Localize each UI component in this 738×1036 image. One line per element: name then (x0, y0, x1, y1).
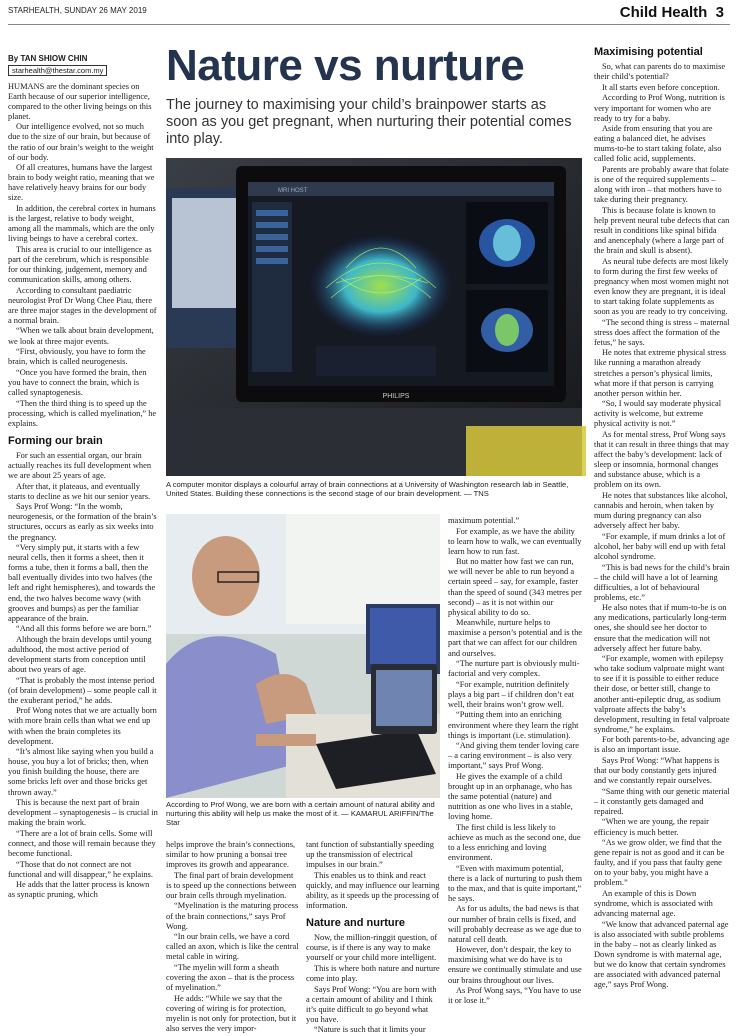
paragraph: “When we are young, the repair efficiency is much better. (594, 817, 709, 837)
paragraph: For both parents-to-be, advancing age is also an important issue. (594, 735, 730, 755)
paragraph: Of all creatures, humans have the largest brain to body weight ratio, meaning that we have relatively heavy brains for our body size. (8, 163, 155, 203)
subhead-nature: Nature and nurture (306, 917, 406, 930)
paragraph: This is where both nature and nurture come into play. (306, 963, 440, 984)
paragraph: tant function of substantially speeding up the transmission of electrical impulses in our brain.” (306, 840, 434, 870)
page-number: 3 (715, 4, 724, 21)
brain-monitor-image (166, 158, 582, 476)
paragraph: “So, I would say moderate physical activity is welcome, but extreme physical activity is not.” (594, 399, 722, 429)
standfirst: The journey to maximising your child’s brainpower starts as soon as you get pregnant, when nurturing their potential comes into play. (166, 97, 572, 148)
doctor-caption: According to Prof Wong, we are born with a certain amount of natural ability and nurturing this ability will help us make the most of it. — KAMARUL ARIFFIN/The Star (166, 800, 435, 828)
monitor-brand: PHILIPS (382, 393, 410, 400)
paragraph: “And giving them tender loving care – a caring environment – is also very important,” says Prof Wong. (448, 741, 580, 771)
paragraph: HUMANS are the dominant species on Earth because of our superior intelligence, compared to the other living beings on this planet. (8, 81, 152, 121)
column-1 (8, 54, 158, 1020)
paragraph: “We know that advanced paternal age is also associated with subtle problems in the baby – not as clearly linked as Down syndrome is with maternal age, but we do know that certain syndromes are associated with advanced paternal age,” says Prof Wong. (594, 919, 729, 990)
paragraph: Parents are probably aware that folate is one of the required supplements – along with iron – that mothers have to take during their pregnancy. (594, 164, 729, 205)
paragraph: This is because folate is known to help prevent neural tube defects that can result in conditions like spinal bifida and anencephaly (where a large part of the brain and skull is absent). (594, 205, 730, 256)
paragraph: “Once you have formed the brain, then you have to connect the brain, which is called synaptogenesis. (8, 367, 147, 397)
paragraph: After that, it plateaus, and eventually starts to decline as we hit our senior years. (8, 481, 151, 501)
paragraph: Meanwhile, nurture helps to maximise a person’s potential and is the part that we can affect for our children and ourselves. (448, 618, 582, 658)
section-title (620, 4, 724, 21)
paragraph: “This is bad news for the child’s brain – the child will have a lot of learning difficulties, a lot of behavioural problems, etc.” (594, 562, 730, 602)
section-name: Child Health (619, 4, 708, 21)
paragraph: “For example, women with epilepsy who take sodium valproate might want to see if it is possible to either reduce their dose, or better still, change to another anti-epileptic drug, as sodium valproate affects the baby’s development, resulting in fetal valproate syndrome,” he explains. (594, 654, 730, 734)
paragraph: Now, the million-ringgit question, of course, is if there is any way to make yourself or your child more intelligent. (306, 933, 438, 963)
paragraph: So, what can parents do to maximise their child’s potential? (594, 62, 726, 82)
paragraph: In addition, the cerebral cortex in humans is the largest, relative to body weight, among all the mammals, which are the only living beings to have a cerebral cortex. (8, 204, 156, 244)
paragraph: He gives the example of a child brought up in an orphanage, who has the same potential (nature) and nutrition as one who lives in a stable, loving home. (448, 771, 573, 822)
screen-label: MRI HOST (278, 188, 308, 194)
col2-body (166, 840, 300, 1034)
paragraph: “Then the third thing is to speed up the processing, which is called myelination,” he explains. (8, 398, 157, 428)
column-5 (594, 46, 730, 1020)
paragraph: Although the brain develops until young adulthood, the most active period of development starts from conception until about two years of age. (8, 634, 152, 675)
folio: STARHEALTH, SUNDAY 26 MAY 2019 (8, 6, 147, 15)
col1-body (8, 82, 158, 429)
paragraph: Aside from ensuring that you are eating a balanced diet, he advises mums-to-be to start taking folate, also called folic acid, supplements. (594, 124, 722, 164)
paragraph: “First, obviously, you have to form the brain, which is called neurogenesis. (8, 347, 146, 367)
paragraph: He adds: “While we say that the covering of wiring is for protection, myelin is not only for protection, but it also serves the very impor- (166, 993, 297, 1033)
paragraph: “Those that do not connect are not functional and will disappear,” he explains. (8, 859, 154, 879)
header-rule (8, 24, 730, 25)
col3b-body (306, 933, 440, 1035)
paragraph: It all starts even before conception. (602, 82, 720, 92)
paragraph: For example, as we have the ability to learn how to walk, we can eventually learn how to run fast. (448, 526, 582, 556)
paragraph: This area is crucial to our intelligence as part of the cerebrum, which is responsible for our thinking, judgement, memory and communication skills, among others. (8, 244, 152, 285)
paragraph: “Very simply put, it starts with a few neural cells, then it forms a sheet, then it forms a tube, then it forms a ball, then the ball eventually divides into two halves (the left and right hemispheres), and towards the end, the two halves become wavy (with grooves and bumps) as per the familiar appearance of the brain. (8, 543, 156, 623)
paragraph: helps improve the brain’s connections, similar to how pruning a bonsai tree improves its growth and appearance. (166, 840, 296, 870)
paragraph: “Same thing with our genetic material – it constantly gets damaged and repaired. (594, 786, 730, 816)
paragraph: As for mental stress, Prof Wong says that it can result in three things that may affect the baby’s development: lack of sleep or insomnia, hormonal changes and substance abuse, which is a problem on its own. (594, 430, 729, 490)
col3-body (306, 840, 440, 911)
paragraph: Our intelligence evolved, not so much due to the size of our brain, but because of the ratio of our brain’s weight to the weight of our body. (8, 122, 154, 162)
byline: By TAN SHIOW CHIN (8, 54, 88, 63)
author-email[interactable]: starhealth@thestar.com.my (8, 65, 107, 76)
col1b-body (8, 451, 158, 900)
paragraph: He notes that extreme physical stress like running a marathon already stretches a person’s physical limits, what more if that person is carrying another person within her. (594, 348, 726, 398)
paragraph: “When we talk about brain development, we look at three major events. (8, 326, 154, 346)
paragraph: This enables us to think and react quickly, and may influence our learning ability, as it speeds up the processing of information. (306, 870, 440, 910)
paragraph: As Prof Wong says, “You have to use it or lose it.” (448, 986, 582, 1006)
paragraph: “In our brain cells, we have a cord called an axon, which is like the central metal cable in wiring. (166, 932, 299, 962)
paragraph: Says Prof Wong: “You are born with a certain amount of ability and I think it’s quite difficult to go beyond what you have. (306, 984, 437, 1024)
paragraph: Says Prof Wong: “In the womb, neurogenesis, or the formation of the brain’s structures, occurs as early as six weeks into the pregnancy. (8, 502, 157, 542)
paragraph: For such an essential organ, our brain actually reaches its full development when we are about 25 years of age. (8, 450, 152, 481)
subhead-forming: Forming our brain (8, 434, 103, 447)
headline: Nature vs nurture (166, 41, 525, 90)
paragraph: “For example, nutrition definitely plays a big part – if children don’t eat well, their brains won’t grow well. (448, 679, 574, 709)
column-4 (448, 516, 582, 1020)
doctor-image (166, 514, 440, 798)
col5-body (594, 62, 730, 990)
paragraph: “And all this forms before we are born.” (16, 624, 152, 634)
paragraph: “Myelination is the maturing process of the brain connections,” says Prof Wong. (166, 901, 299, 931)
paragraph: According to Prof Wong, nutrition is very important for women who are ready to try for a baby. (594, 93, 725, 123)
paragraph: But no matter how fast we can run, we will never be able to run beyond a certain speed – say, for example, faster than the speed of sound (343 metres per second) – as it is not within our physical ability to do so. (448, 557, 582, 617)
paragraph: “Even with maximum potential, there is a lack of nurturing to push them to the max, and that is quite important,” he says. (448, 863, 582, 903)
paragraph: “As we grow older, we find that the gene repair is not as good and it can be faulty, and if you pass that faulty gene on to your baby, you might have a problem.” (594, 838, 725, 888)
paragraph: The final part of brain development is to speed up the connections between our brain cells through myelination. (166, 870, 297, 900)
paragraph: This is because the next part of brain development – synaptogenesis – is crucial in making the brain work. (8, 798, 158, 828)
column-2 (166, 840, 300, 1033)
paragraph: He adds that the latter process is known as synaptic pruning, which (8, 880, 150, 900)
paragraph: He also notes that if mum-to-be is on any medications, particularly long-term ones, she should see her doctor to ensure that the medication will not adversely affect her future baby. (594, 603, 727, 653)
paragraph: “The second thing is stress – maternal stress does affect the formation of the fetus,” he says. (594, 317, 730, 347)
paragraph: According to consultant paediatric neurologist Prof Dr Wong Chee Piau, there are three major stages in the development of a normal brain. (8, 285, 157, 325)
paragraph: “It’s almost like saying when you build a house, you buy a lot of bricks; then, when you finish building the house, there are some bricks left over and those bricks get thrown away.” (8, 747, 154, 797)
paragraph: “Putting them into an enriching environment where they learn the right things is important (i.e. stimulation). (448, 710, 579, 740)
paragraph: “Nature is such that it limits your (314, 1025, 426, 1035)
paragraph: As neural tube defects are most likely to form during the first few weeks of pregnancy when most women might not even know they are pregnant, it is ideal to start taking folate supplements as soon as you are ready to try conceiving. (594, 256, 729, 317)
paragraph: Prof Wong notes that we are actually born with more brain cells than what we end up with when the brain completes its development. (8, 706, 157, 746)
paragraph: “For example, if mum drinks a lot of alcohol, her baby will end up with fetal alcohol syndrome. (594, 531, 726, 561)
monitor-photo (166, 158, 582, 476)
col4-body (448, 516, 582, 1006)
paragraph: “That is probably the most intense period (of brain development) – some people call it the exuberant period,” he adds. (8, 675, 157, 705)
paragraph: “There are a lot of brain cells. Some will connect, and those will remain because they become functional. (8, 828, 156, 858)
paragraph: Says Prof Wong: “What happens is that our body constantly gets injured and we constantly repair ourselves. (594, 756, 720, 786)
column-3 (306, 840, 440, 1035)
paragraph: The first child is less likely to achieve as much as the second one, due to a less enriching and loving environment. (448, 822, 581, 863)
subhead-maximising: Maximising potential (594, 46, 703, 58)
doctor-photo (166, 514, 440, 798)
paragraph: An example of this is Down syndrome, which is associated with advancing maternal age. (594, 889, 713, 919)
paragraph: “The myelin will form a sheath covering the axon – that is the process of myelination.” (166, 962, 295, 993)
paragraph: maximum potential.” (448, 516, 520, 525)
monitor-caption: A computer monitor displays a colourful array of brain connections at a University of Washington research lab in Seattle, United States. Building these connections is the second stage of our brain development. — TNS (166, 480, 569, 499)
paragraph: “The nurture part is obviously multi-factorial and very complex. (448, 659, 580, 679)
paragraph: However, don’t despair, the key to maximising what we do have is to ensure we continually stimulate and use our brains throughout our lives. (448, 945, 582, 985)
paragraph: He notes that substances like alcohol, cannabis and heroin, when taken by mum during pregnancy can also adversely affect her baby. (594, 490, 728, 531)
paragraph: As for us adults, the bad news is that our number of brain cells is fixed, and will probably decrease as we age due to natural cell death. (448, 904, 582, 944)
